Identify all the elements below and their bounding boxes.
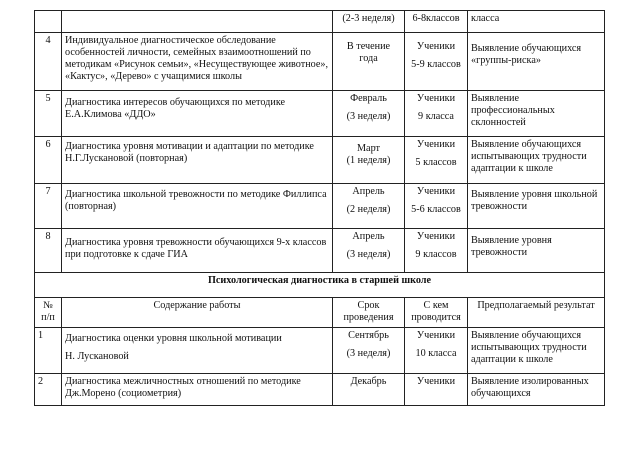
date-line-2: (1 неделя)	[346, 155, 391, 166]
diagnostics-plan-table	[34, 10, 605, 406]
result-cell: Выявление профессиональных склонностей	[468, 91, 605, 137]
table-row	[35, 33, 605, 91]
result-cell: Выявление обучающихся испытывающих трудности адаптации к школе	[468, 328, 605, 374]
result-cell: Выявление изолированных обучающихся	[468, 374, 605, 406]
date-cell: Декабрь	[333, 374, 405, 406]
content-cell	[62, 328, 333, 374]
participants-line-1: Ученики	[416, 93, 456, 104]
result-cell: Выявление обучающихся «группы-риска»	[468, 33, 605, 91]
row-number: 7	[35, 184, 62, 229]
date-cell	[333, 91, 405, 137]
participants-line-2: 5-6 классов	[411, 204, 461, 215]
content-cell: Индивидуальное диагностическое обследование особенностей личности, семейных взаимоотношений по методикам «Рисунок семьи», «Несуществующее животное», «Кактус», «Дерево» с учащимися школы	[62, 33, 333, 91]
result-cell: Выявление обучающихся испытывающих трудности адаптации к школе	[468, 137, 605, 184]
row-number: 4	[35, 33, 62, 91]
date-line-2: (3 неделя)	[346, 348, 391, 359]
table-row	[35, 11, 605, 33]
num-cell	[35, 11, 62, 33]
content-line-1: Диагностика оценки уровня школьной мотивации	[65, 333, 282, 344]
content-cell: Диагностика школьной тревожности по методике Филлипса (повторная)	[62, 184, 333, 229]
row-number: 6	[35, 137, 62, 184]
header-participants: С кем проводится	[405, 298, 468, 328]
date-line-1: Март	[357, 143, 380, 154]
participants-cell	[405, 229, 468, 273]
date-line-1: Февраль	[350, 93, 387, 104]
table-row	[35, 374, 605, 406]
table-row	[35, 91, 605, 137]
participants-line-1: Ученики	[416, 231, 456, 242]
section-row	[35, 273, 605, 298]
date-line-2: года	[359, 53, 378, 64]
date-line-2: (2 неделя)	[346, 204, 391, 215]
participants-line-1: Ученики	[416, 330, 456, 341]
result-cell: класса	[468, 11, 605, 33]
date-line-1: Апрель	[352, 186, 385, 197]
date-cell	[333, 328, 405, 374]
participants-line-1: Ученики	[416, 139, 456, 150]
row-number: 5	[35, 91, 62, 137]
participants-cell: Ученики	[405, 374, 468, 406]
content-cell: Диагностика уровня тревожности обучающихся 9-х классов при подготовке к сдаче ГИА	[62, 229, 333, 273]
participants-line-2: 5 классов	[415, 157, 457, 168]
participants-cell	[405, 328, 468, 374]
section-title: Психологическая диагностика в старшей школе	[35, 273, 605, 298]
participants-line-2: 5-9 классов	[411, 59, 461, 70]
date-cell	[333, 184, 405, 229]
row-number: 1	[35, 328, 62, 374]
table-row	[35, 184, 605, 229]
participants-line-1: Ученики	[416, 186, 456, 197]
date-cell: (2-3 неделя)	[333, 11, 405, 33]
participants-cell	[405, 137, 468, 184]
row-number: 8	[35, 229, 62, 273]
header-date: Срок проведения	[333, 298, 405, 328]
row-number: 2	[35, 374, 62, 406]
table-row	[35, 137, 605, 184]
date-cell	[333, 229, 405, 273]
content-cell: Диагностика интересов обучающихся по методике Е.А.Климова «ДДО»	[62, 91, 333, 137]
result-cell: Выявление уровня школьной тревожности	[468, 184, 605, 229]
date-line-1: Апрель	[352, 231, 385, 242]
header-num: № п/п	[35, 298, 62, 328]
participants-line-2: 10 класса	[415, 348, 457, 359]
participants-cell	[405, 33, 468, 91]
header-result: Предполагаемый результат	[468, 298, 605, 328]
participants-cell	[405, 184, 468, 229]
date-line-2: (3 неделя)	[346, 249, 391, 260]
content-line-2: Н. Лускановой	[65, 351, 129, 362]
participants-cell	[405, 91, 468, 137]
participants-line-2: 9 классов	[415, 249, 457, 260]
participants-cell: 6-8классов	[405, 11, 468, 33]
date-cell	[333, 137, 405, 184]
participants-line-2: 9 класса	[418, 111, 454, 122]
table-row	[35, 229, 605, 273]
header-content: Содержание работы	[62, 298, 333, 328]
content-cell	[62, 11, 333, 33]
content-cell: Диагностика уровня мотивации и адаптации по методике Н.Г.Лускановой (повторная)	[62, 137, 333, 184]
content-cell: Диагностика межличностных отношений по методике Дж.Морено (социометрия)	[62, 374, 333, 406]
result-cell: Выявление уровня тревожности	[468, 229, 605, 273]
date-line-1: Сентябрь	[348, 330, 389, 341]
participants-line-1: Ученики	[416, 41, 456, 52]
date-cell	[333, 33, 405, 91]
header-row	[35, 298, 605, 328]
table-row	[35, 328, 605, 374]
date-line-2: (3 неделя)	[346, 111, 391, 122]
date-line-1: В течение	[346, 41, 391, 52]
